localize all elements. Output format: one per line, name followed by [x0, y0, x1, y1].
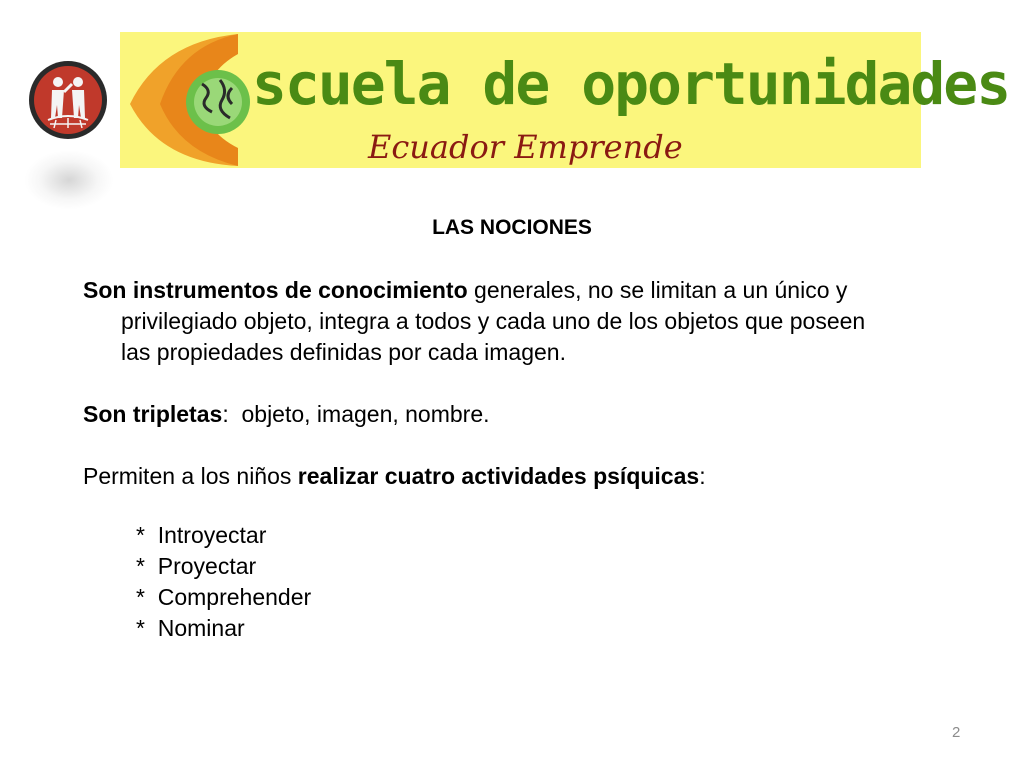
- list-item: * Nominar: [136, 615, 245, 641]
- organization-logo: [28, 60, 108, 140]
- banner-subtitle: Ecuador Emprende: [368, 128, 683, 166]
- paragraph2-rest: : objeto, imagen, nombre.: [222, 401, 490, 427]
- list-item: * Proyectar: [136, 553, 257, 579]
- page-number: 2: [952, 724, 961, 741]
- banner-logo: [120, 32, 1010, 168]
- paragraph1-bold: Son instrumentos de conocimiento: [83, 277, 468, 303]
- slide-heading: LAS NOCIONES: [432, 216, 592, 239]
- paragraph3-end: :: [699, 463, 706, 489]
- list-item: * Comprehender: [136, 584, 312, 610]
- paragraph1-line2: privilegiado objeto, integra a todos y cada uno de los objetos que poseen: [121, 308, 866, 334]
- paragraph1-line3: las propiedades definidas por cada imagen.: [121, 339, 566, 365]
- paragraph1-line1: generales, no se limitan a un único y: [467, 277, 848, 303]
- logo-reflection: [24, 150, 114, 210]
- paragraph-tripletas: [83, 399, 963, 430]
- paragraph3-bold: realizar cuatro actividades psíquicas: [297, 463, 700, 489]
- banner-title: scuela de oportunidades: [252, 50, 1010, 118]
- paragraph3-start: Permiten a los niños: [83, 463, 298, 489]
- list-item: * Introyectar: [136, 522, 267, 548]
- paragraph-actividades: [83, 461, 963, 492]
- paragraph2-bold: Son tripletas: [83, 401, 223, 427]
- paragraph-instrumentos: [83, 275, 963, 368]
- activity-list: [136, 520, 311, 644]
